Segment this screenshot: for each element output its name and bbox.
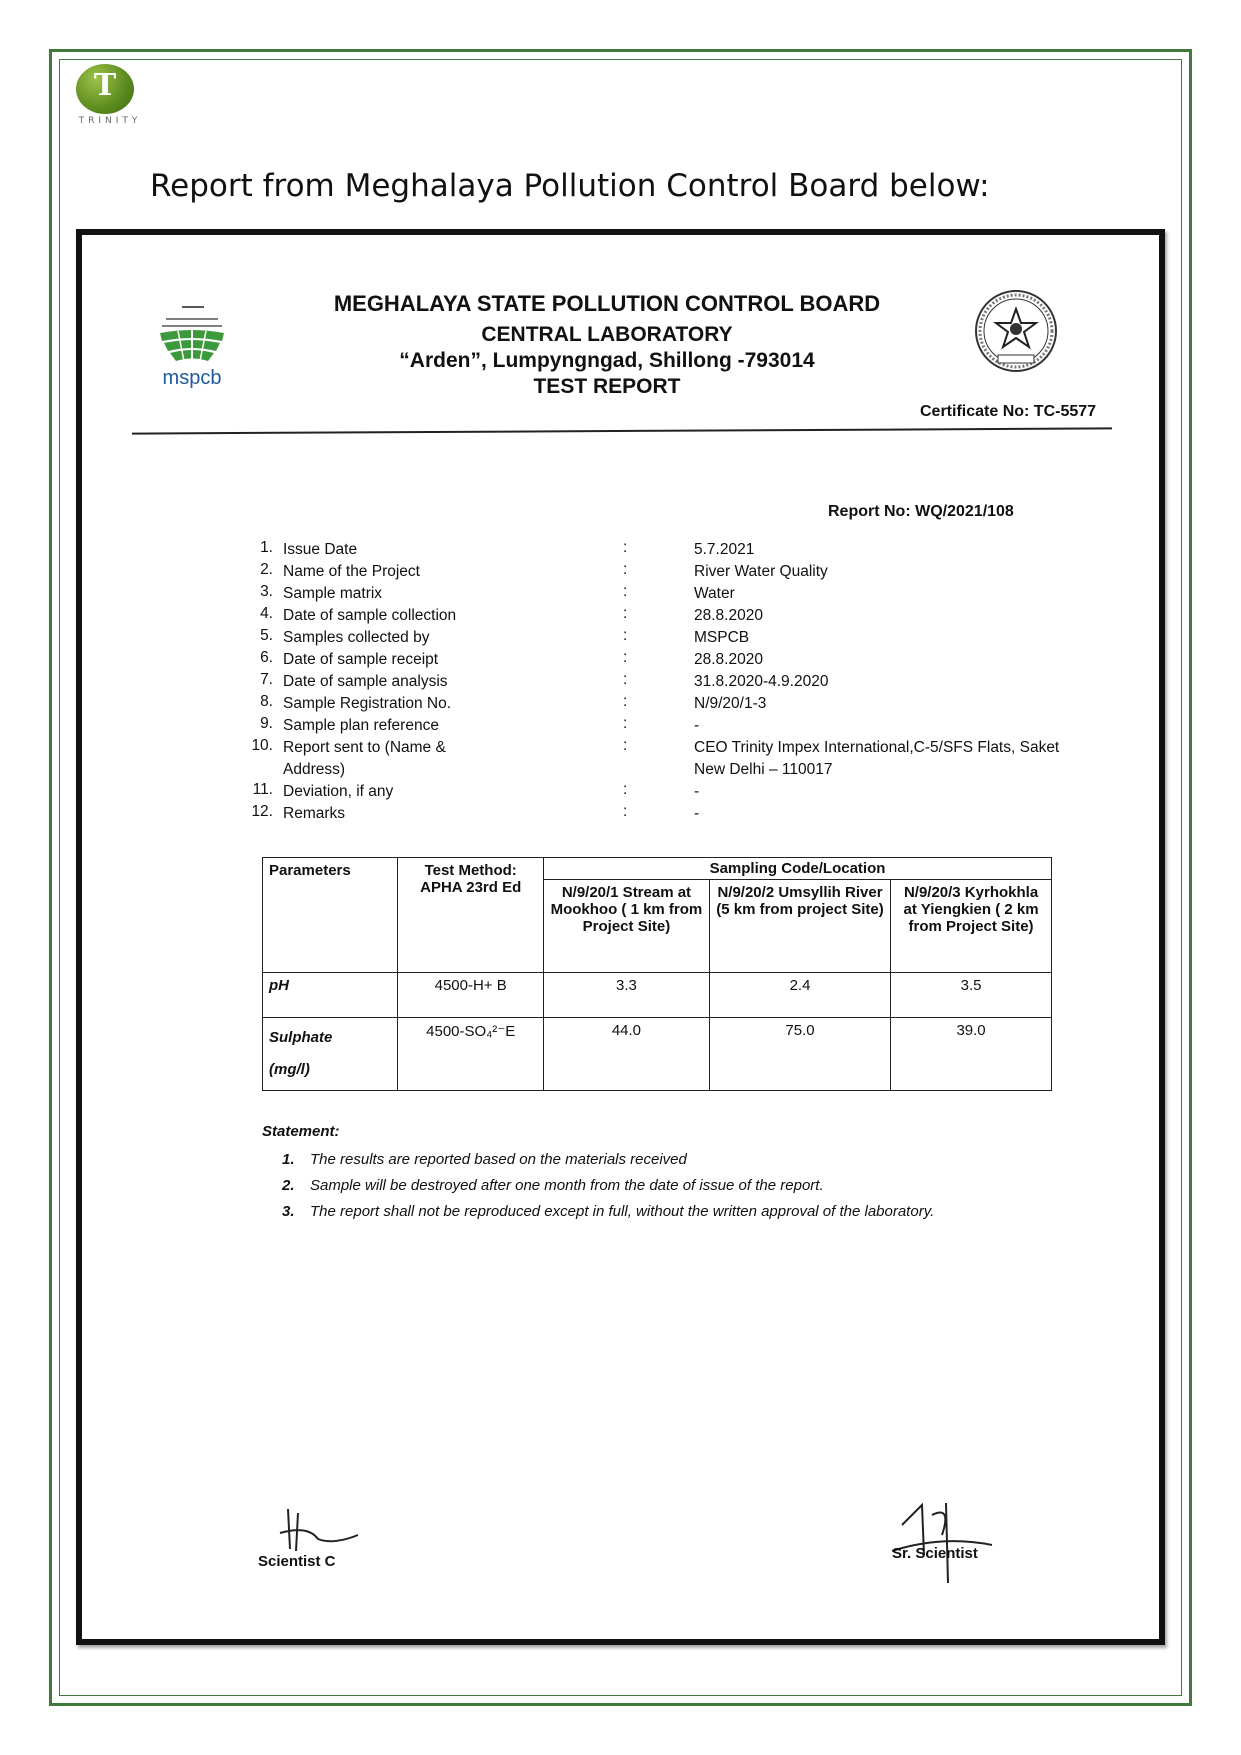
lab-name: CENTRAL LABORATORY <box>481 323 733 346</box>
info-value: 5.7.2021 <box>694 541 755 558</box>
intro-text: Report from Meghalaya Pollution Control Board below: <box>150 168 990 204</box>
trinity-logo <box>70 64 150 126</box>
info-value: 28.8.2020 <box>694 651 763 668</box>
info-colon: : <box>623 693 628 710</box>
info-colon: : <box>623 561 628 578</box>
location-1: N/9/20/1 Stream at Mookhoo ( 1 km from Project Site) <box>543 880 709 973</box>
param-sulphate-unit: (mg/l) <box>269 1061 310 1078</box>
info-number: 5. <box>260 627 273 644</box>
info-colon: : <box>623 671 628 688</box>
ph-value-2: 2.4 <box>709 973 890 1018</box>
info-row <box>247 781 1047 803</box>
info-row <box>247 737 1060 781</box>
info-value: - <box>694 717 700 734</box>
location-2: N/9/20/2 Umsyllih River (5 km from project Site) <box>709 880 890 973</box>
table-header-row <box>263 858 1052 880</box>
accreditation-seal-icon <box>970 285 1062 377</box>
location-3: N/9/20/3 Kyrhokhla at Yiengkien ( 2 km from Project Site) <box>891 880 1052 973</box>
info-value: 31.8.2020-4.9.2020 <box>694 673 829 690</box>
info-row <box>247 627 1047 649</box>
info-label: Date of sample analysis <box>283 673 448 690</box>
info-colon: : <box>623 605 628 622</box>
info-label: Date of sample receipt <box>283 651 439 668</box>
info-label: Deviation, if any <box>283 783 394 800</box>
header-test-method: Test Method: APHA 23rd Ed <box>398 858 544 973</box>
mspcb-logo-name: mspcb <box>162 367 222 389</box>
info-number: 10. <box>251 737 273 754</box>
info-row <box>247 561 1047 583</box>
header-sampling: Sampling Code/Location <box>543 858 1051 880</box>
header-parameters: Parameters <box>263 858 398 973</box>
list-item <box>282 1177 1042 1203</box>
report-info-list <box>247 539 1060 825</box>
info-number: 3. <box>260 583 273 600</box>
statement-number: 3. <box>282 1203 295 1220</box>
report-number: Report No: WQ/2021/108 <box>828 503 1014 520</box>
info-colon: : <box>623 649 628 666</box>
param-ph: pH <box>263 973 398 1018</box>
info-colon: : <box>623 715 628 732</box>
statement-number: 2. <box>282 1177 295 1194</box>
info-value: - <box>694 805 700 822</box>
info-label: Name of the Project <box>283 563 420 580</box>
info-row <box>247 605 1047 627</box>
info-value: MSPCB <box>694 629 750 646</box>
statement-text: The report shall not be reproduced except in full, without the written approval of the laboratory. <box>310 1203 935 1220</box>
lab-address: “Arden”, Lumpyngngad, Shillong -793014 <box>399 349 815 372</box>
trinity-logo-letter: T <box>93 68 117 103</box>
sulphate-value-2: 75.0 <box>709 1018 890 1091</box>
info-label: Report sent to (Name & Address) <box>283 739 446 778</box>
mspcb-logo <box>152 299 232 389</box>
info-colon: : <box>623 781 628 798</box>
info-label: Samples collected by <box>283 629 430 646</box>
certificate-number: Certificate No: TC-5577 <box>920 403 1097 420</box>
info-number: 8. <box>260 693 273 710</box>
info-row <box>247 649 1047 671</box>
info-label: Remarks <box>283 805 346 822</box>
report-title: TEST REPORT <box>533 375 681 398</box>
info-number: 11. <box>252 781 273 798</box>
board-name: MEGHALAYA STATE POLLUTION CONTROL BOARD <box>333 291 881 316</box>
info-label: Date of sample collection <box>283 607 457 624</box>
results-table <box>262 857 1052 1091</box>
info-row <box>247 715 1047 737</box>
ph-value-1: 3.3 <box>543 973 709 1018</box>
info-label: Sample plan reference <box>283 717 439 734</box>
info-label: Sample Registration No. <box>283 695 451 712</box>
signature-scientist-c <box>258 1505 378 1575</box>
info-row <box>247 671 1047 693</box>
method-ph: 4500-H+ B <box>398 973 544 1018</box>
info-colon: : <box>623 539 628 556</box>
statement-list <box>282 1151 1042 1229</box>
table-row <box>263 973 1052 1018</box>
info-row <box>247 583 1047 605</box>
signature-label-right: Sr. Scientist <box>892 1545 978 1562</box>
info-value: N/9/20/1-3 <box>694 695 767 712</box>
info-value: CEO Trinity Impex International,C-5/SFS Flats, Saket New Delhi – 110017 <box>694 739 1060 778</box>
statement-text: The results are reported based on the materials received <box>310 1151 687 1168</box>
mspcb-logo-icon <box>152 299 232 369</box>
ph-value-3: 3.5 <box>891 973 1052 1018</box>
signature-label-left: Scientist C <box>258 1553 336 1570</box>
info-colon: : <box>623 583 628 600</box>
info-value: Water <box>694 585 735 602</box>
header-rule <box>132 427 1112 434</box>
info-colon: : <box>623 627 628 644</box>
info-value: River Water Quality <box>694 563 828 580</box>
info-value: - <box>694 783 700 800</box>
param-sulphate <box>263 1018 398 1091</box>
sulphate-value-3: 39.0 <box>891 1018 1052 1091</box>
list-item <box>282 1203 1042 1229</box>
param-sulphate-name: Sulphate <box>269 1029 333 1046</box>
info-number: 12. <box>251 803 273 820</box>
info-colon: : <box>623 737 628 754</box>
list-item <box>282 1151 1042 1177</box>
info-colon: : <box>623 803 628 820</box>
info-number: 4. <box>260 605 273 622</box>
sulphate-value-1: 44.0 <box>543 1018 709 1091</box>
scanned-test-report <box>76 229 1165 1645</box>
info-label: Sample matrix <box>283 585 383 602</box>
table-row <box>263 1018 1052 1091</box>
signature-sr-scientist <box>882 1495 1022 1585</box>
info-row <box>247 693 1047 715</box>
statement-number: 1. <box>282 1151 295 1168</box>
trinity-logo-word: TRINITY <box>78 116 142 126</box>
info-row <box>247 803 1047 825</box>
info-number: 9. <box>260 715 273 732</box>
method-sulphate: 4500-SO₄²⁻E <box>398 1018 544 1091</box>
info-row <box>247 539 1047 561</box>
info-number: 7. <box>260 671 273 688</box>
info-number: 6. <box>260 649 273 666</box>
info-number: 2. <box>260 561 273 578</box>
signature-scrawl-icon <box>882 1495 1022 1585</box>
statement-text: Sample will be destroyed after one month from the date of issue of the report. <box>310 1177 824 1194</box>
info-label: Issue Date <box>283 541 358 558</box>
statement-title: Statement: <box>262 1123 340 1140</box>
signature-scrawl-icon <box>258 1505 378 1555</box>
info-value: 28.8.2020 <box>694 607 763 624</box>
info-number: 1. <box>260 539 273 556</box>
